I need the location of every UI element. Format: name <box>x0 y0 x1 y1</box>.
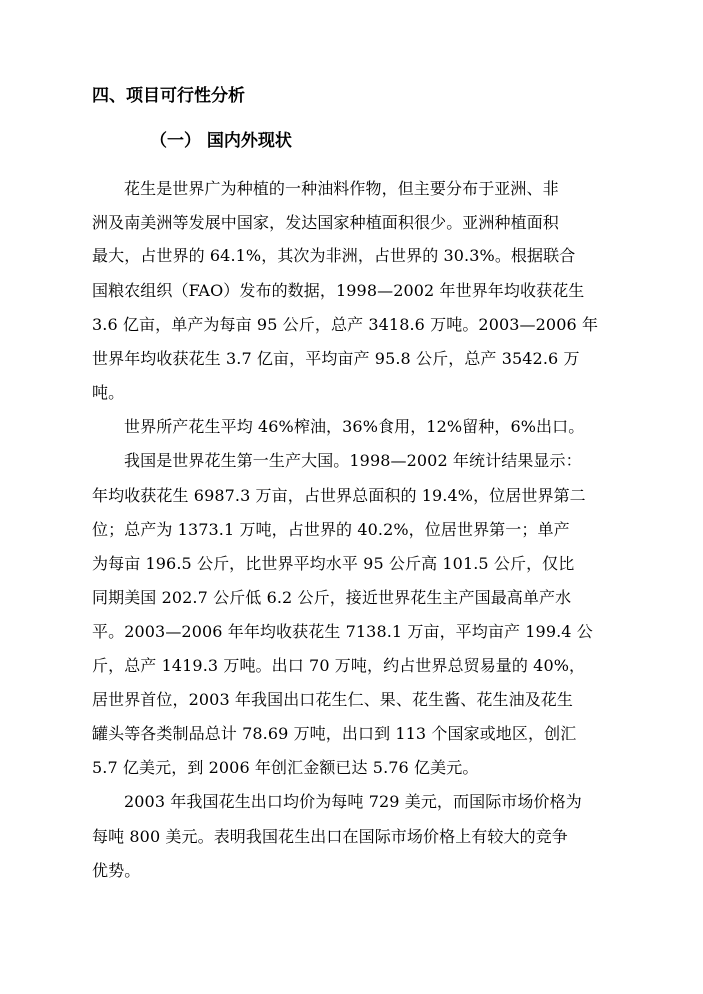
paragraph-line: 洲及南美洲等发展中国家，发达国家种植面积很少。亚洲种植面积 <box>92 213 559 232</box>
paragraph-line: 为每亩 196.5 公斤，比世界平均水平 95 公斤高 101.5 公斤，仅比 <box>92 554 575 573</box>
paragraph-line: 位；总产为 1373.1 万吨，占世界的 40.2%，位居世界第一；单产 <box>92 520 570 539</box>
paragraph-line: 平。2003—2006 年年均收获花生 7138.1 万亩，平均亩产 199.4 公 <box>92 622 593 641</box>
paragraph-line: 同期美国 202.7 公斤低 6.2 公斤，接近世界花生主产国最高单产水 <box>92 588 572 607</box>
paragraph-line: 3.6 亿亩，单产为每亩 95 公斤，总产 3418.6 万吨。2003—2006 年 <box>92 315 599 334</box>
paragraph-line: 斤，总产 1419.3 万吨。出口 70 万吨，约占世界总贸易量的 40%， <box>92 656 586 675</box>
paragraph-line: 花生是世界广为种植的一种油料作物，但主要分布于亚洲、非 <box>124 179 559 198</box>
paragraph-line: 罐头等各类制品总计 78.69 万吨，出口到 113 个国家或地区，创汇 <box>92 724 577 743</box>
paragraph-line: 国粮农组织（FAO）发布的数据，1998—2002 年世界年均收获花生 <box>92 281 585 300</box>
paragraph-line: 2003 年我国花生出口均价为每吨 729 美元，而国际市场价格为 <box>124 792 582 811</box>
paragraph-line: 世界年均收获花生 3.7 亿亩，平均亩产 95.8 公斤，总产 3542.6 万 <box>92 349 580 368</box>
section-title: 四、项目可行性分析 <box>92 86 245 106</box>
paragraph-line: 每吨 800 美元。表明我国花生出口在国际市场价格上有较大的竞争 <box>92 827 568 846</box>
paragraph-line: 吨。 <box>92 383 125 402</box>
section-subtitle: （一） 国内外现状 <box>150 131 292 151</box>
paragraph-line: 居世界首位，2003 年我国出口花生仁、果、花生酱、花生油及花生 <box>92 690 574 709</box>
paragraph-line: 我国是世界花生第一生产大国。1998—2002 年统计结果显示： <box>124 451 582 470</box>
paragraph-line: 世界所产花生平均 46%榨油，36%食用，12%留种，6%出口。 <box>124 417 585 436</box>
paragraph-line: 年均收获花生 6987.3 万亩，占世界总面积的 19.4%，位居世界第二 <box>92 486 586 505</box>
paragraph-line: 优势。 <box>92 861 141 880</box>
paragraph-line: 最大，占世界的 64.1%，其次为非洲，占世界的 30.3%。根据联合 <box>92 246 576 265</box>
paragraph-line: 5.7 亿美元，到 2006 年创汇金额已达 5.76 亿美元。 <box>92 758 479 777</box>
